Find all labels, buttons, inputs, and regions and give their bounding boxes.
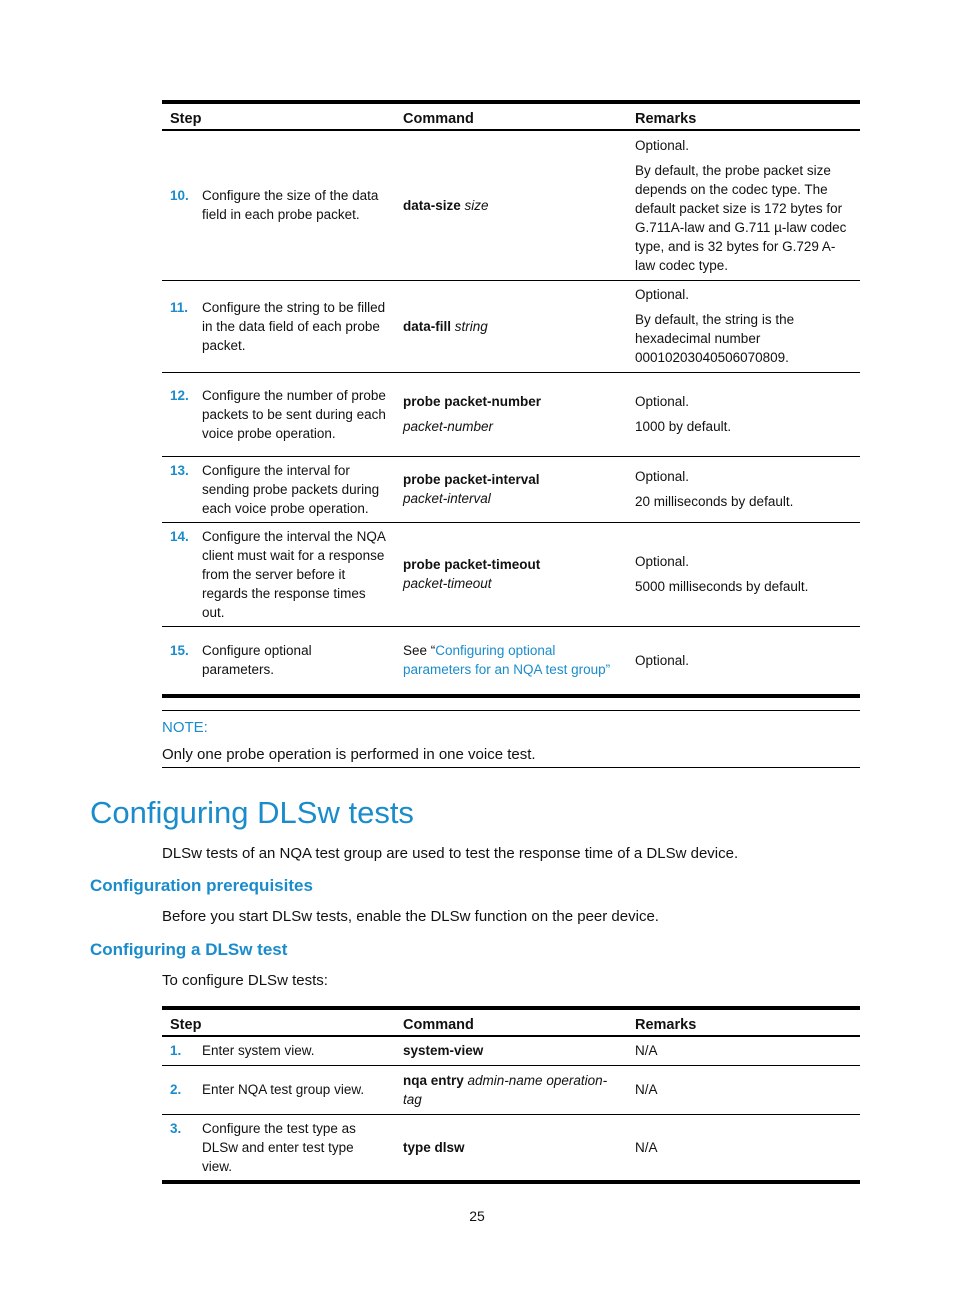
remark-line: Optional.	[635, 554, 690, 569]
command-cell	[395, 456, 627, 522]
step-description: Configure the test type as DLSw and enter test type view.	[202, 1120, 356, 1174]
table-row	[162, 1036, 860, 1065]
remark-line: Optional.	[635, 394, 690, 409]
table-row	[162, 456, 860, 522]
step-number: 14.	[170, 528, 189, 544]
optional-parameters-link[interactable]: Configuring optional parameters for an NQA test group	[403, 643, 606, 678]
command-cell	[395, 522, 627, 626]
command-keyword: probe packet-interval	[403, 472, 540, 487]
command-argument: packet-number	[403, 419, 494, 434]
remark-line: Optional.	[635, 469, 690, 484]
command-keyword: nqa entry	[403, 1072, 464, 1088]
step-number: 3.	[170, 1120, 182, 1136]
dlsw-steps-table	[162, 1006, 860, 1184]
command-keyword: data-size	[403, 197, 461, 213]
table-row	[162, 372, 860, 456]
remark-line: 20 milliseconds by default.	[635, 494, 794, 509]
note-text: Only one probe operation is performed in one voice test.	[162, 746, 536, 763]
command-cell	[395, 130, 627, 280]
section-intro: DLSw tests of an NQA test group are used to test the response time of a DLSw device.	[162, 845, 739, 862]
page-number: 25	[469, 1208, 485, 1224]
voice-test-steps-table	[162, 100, 860, 698]
step-description: Configure the interval the NQA client must wait for a response from the server before it regards the response times out.	[202, 528, 386, 620]
command-cell	[395, 1036, 627, 1065]
configure-test-intro: To configure DLSw tests:	[162, 972, 328, 989]
step-number: 2.	[170, 1082, 182, 1097]
command-argument: string	[454, 318, 488, 334]
step-number: 10.	[170, 188, 189, 204]
remarks-cell: N/A	[627, 1114, 860, 1182]
remarks-cell: N/A	[627, 1065, 860, 1114]
step-number: 11.	[170, 299, 189, 315]
step-description: Enter system view.	[202, 1043, 315, 1059]
configure-test-heading: Configuring a DLSw test	[90, 940, 288, 959]
table-row	[162, 626, 860, 696]
note-label: NOTE:	[162, 719, 208, 736]
remark-line: Optional.	[635, 287, 690, 302]
step-number: 15.	[170, 643, 189, 659]
remark-line: Optional.	[635, 137, 690, 153]
remarks-cell	[627, 372, 860, 456]
command-keyword: system-view	[403, 1043, 484, 1059]
step-number: 13.	[170, 462, 189, 478]
command-argument: packet-timeout	[403, 576, 492, 591]
command-cell	[395, 372, 627, 456]
column-header-remarks: Remarks	[627, 1008, 860, 1036]
command-cell	[395, 280, 627, 372]
note-box	[162, 710, 860, 768]
command-keyword: type dlsw	[403, 1139, 465, 1155]
step-description: Configure the number of probe packets to be sent during each voice probe operation.	[202, 387, 386, 441]
command-see-suffix: ”	[605, 662, 611, 678]
remark-line: By default, the probe packet size depends on the codec type. The default packet size is 172 bytes for G.711A-law and G.711 µ-law codec type, and is 32 bytes for G.729 A-law codec type.	[635, 162, 847, 273]
section-title: Configuring DLSw tests	[90, 795, 414, 830]
command-cell	[395, 1114, 627, 1182]
column-header-step: Step	[162, 1008, 395, 1036]
command-see-prefix: See “	[403, 643, 436, 659]
command-keyword: probe packet-timeout	[403, 557, 541, 572]
column-header-remarks: Remarks	[627, 102, 860, 130]
command-keyword: probe packet-number	[403, 394, 542, 409]
command-cell	[395, 1065, 627, 1114]
step-description: Enter NQA test group view.	[202, 1082, 365, 1097]
table-row	[162, 1065, 860, 1114]
step-description: Configure the size of the data field in each probe packet.	[202, 188, 379, 223]
prerequisites-text: Before you start DLSw tests, enable the DLSw function on the peer device.	[162, 908, 659, 925]
remark-line: By default, the string is the hexadecimal number 00010203040506070809.	[635, 312, 795, 365]
column-header-command: Command	[395, 102, 627, 130]
remark-line: 5000 milliseconds by default.	[635, 579, 809, 594]
step-description: Configure the interval for sending probe packets during each voice probe operation.	[202, 462, 380, 516]
table-row	[162, 130, 860, 280]
remarks-cell	[627, 456, 860, 522]
table-row	[162, 522, 860, 626]
command-argument: admin-name operation-tag	[403, 1072, 608, 1107]
remark-line: 1000 by default.	[635, 419, 732, 434]
command-keyword: data-fill	[403, 318, 452, 334]
step-description: Configure the string to be filled in the data field of each probe packet.	[202, 299, 386, 353]
remarks-cell	[627, 130, 860, 280]
command-argument: packet-interval	[403, 491, 491, 506]
prerequisites-heading: Configuration prerequisites	[90, 876, 313, 895]
remarks-cell	[627, 522, 860, 626]
step-number: 1.	[170, 1043, 182, 1059]
step-number: 12.	[170, 387, 189, 403]
remarks-cell	[627, 280, 860, 372]
remarks-cell	[627, 626, 860, 696]
column-header-step: Step	[162, 102, 395, 130]
column-header-command: Command	[395, 1008, 627, 1036]
command-cell	[395, 626, 627, 696]
step-description: Configure optional parameters.	[202, 643, 312, 678]
table-row	[162, 280, 860, 372]
table-row	[162, 1114, 860, 1182]
remarks-cell: N/A	[627, 1036, 860, 1065]
command-argument: size	[464, 197, 489, 213]
remark-line: Optional.	[635, 652, 690, 668]
